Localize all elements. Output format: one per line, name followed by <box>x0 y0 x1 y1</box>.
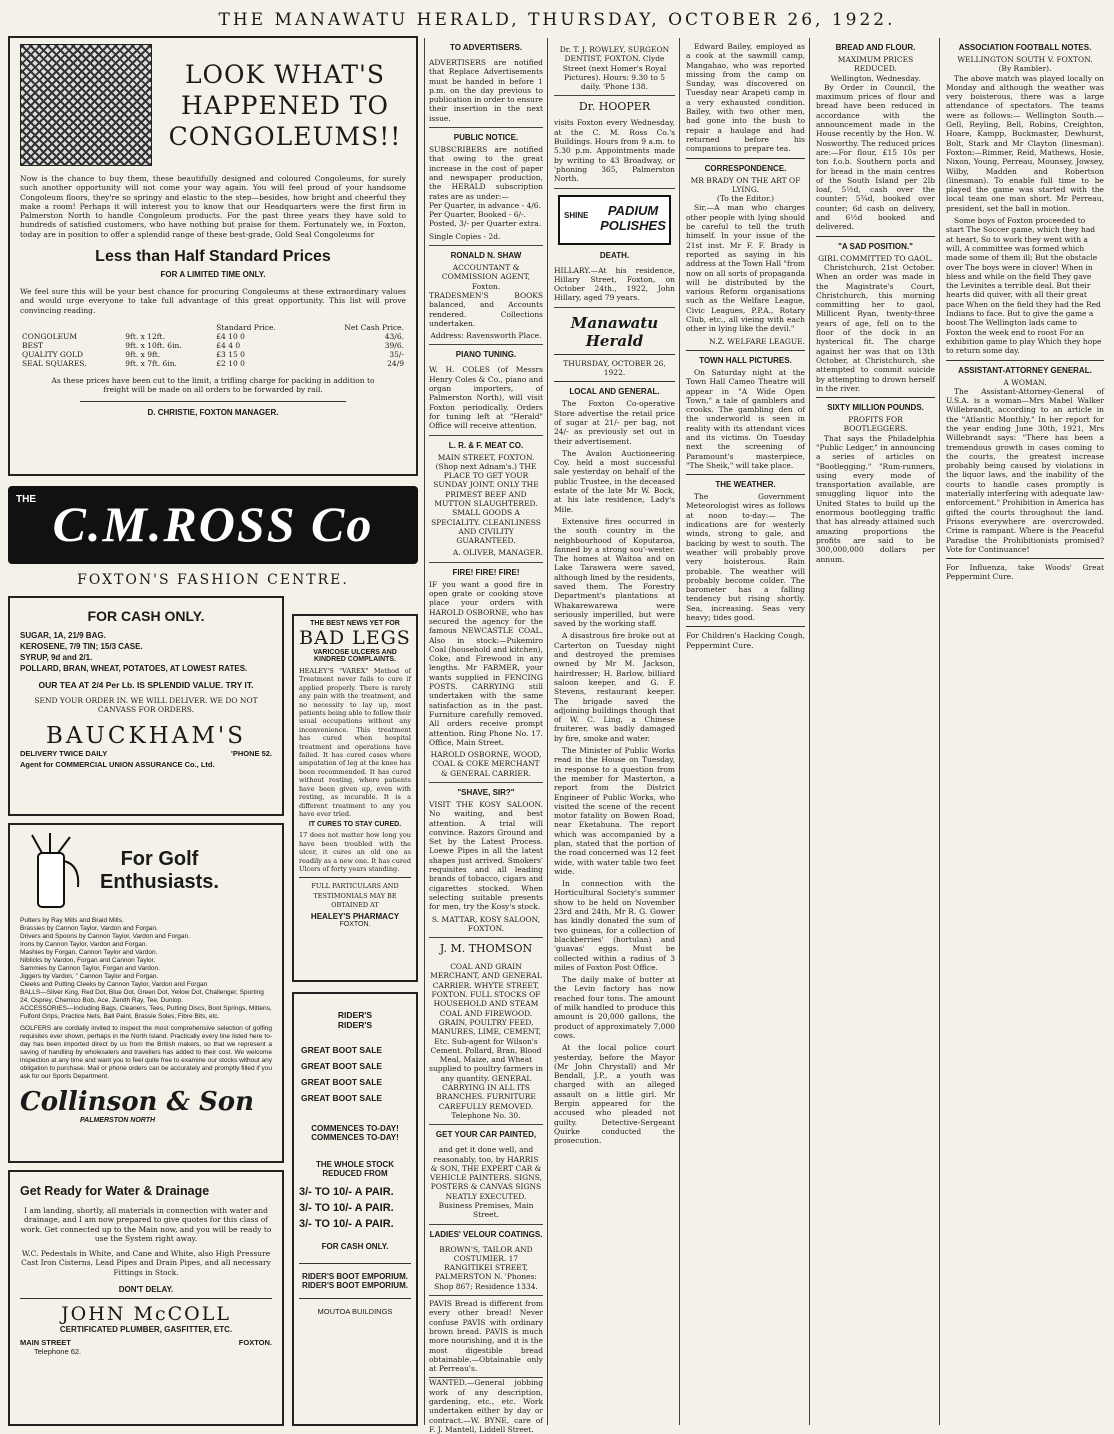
column-4 <box>682 38 810 1425</box>
mccoll-street: MAIN STREET <box>20 1338 71 1348</box>
football-item: The above match was played locally on Monday and although the weather was very boisterous, there was a large attendance of spectators. The teams were as follows:— Wellington South.—Gell, Reyling, Bell, Robins, Creighton, Hoare, Kampp, Buckmaster, Dewhurst, Bolt, Stark and Mr Clayton (linesman). Foxton:—Rimmer, Reid, Mathews, Hosie, Nixon, Young, Perreau, Mounsey, Jowsey, Wilby, Madden and Robertson (linesman). To enable full time to be played the game was started with the local team one man short. Mr Perreau, president, set the ball in motion. <box>946 73 1104 213</box>
legs-shop: HEALEY'S PHARMACY <box>310 912 400 922</box>
paint-heading: GET YOUR CAR PAINTED, <box>435 1130 537 1140</box>
legs-body: HEALEY'S "VAREX" Method of Treatment never fails to cure if applied properly. There is rarely any pain with the treatment, and no necessity to lay up, most patients being able to follow their usual occupations without any inconvenience. This treatment has cured when hospital treatment and operations have failed. It has cured cases where amputation of leg at the knee has been recommended. It has cured without resting, where patients have been given up, even with resting, as incurable. It is a different treatment to any you have ever tried. <box>299 667 411 818</box>
riders-head: RIDER'S <box>337 1010 373 1020</box>
rowley-notice: Dr. T. J. ROWLEY, SURGEON DENTIST, FOXTON. Clyde Street (next Homer's Royal Pictures). Hours: 9.30 to 5 daily. 'Phone 138. <box>554 42 675 96</box>
public-notice: SUBSCRIBERS are notified that owing to the great increase in the cost of paper and newspaper production, the HERALD subscription rates are as under:— <box>429 145 543 201</box>
bauckham-phone: 'PHONE 52. <box>231 748 272 758</box>
riders-sale-line: GREAT BOOT SALE <box>301 1061 383 1071</box>
golf-body: GOLFERS are cordially invited to inspect the most comprehensive selection of golfing requisites ever shown, perhaps in the North Island. Practically every line listed here to-day has been imported direct by us from the British makers, so that we represent a saving of handling by wholesalers and travellers has added to their cost. We welcome inspection at any time and want you to feel quite free to examine our stocks without any obligation to purchase. Mail or phone orders can be accurately and promptly filled if you ask for our Sports Department. <box>20 1025 272 1080</box>
bauckham-tea: OUR TEA AT 2/4 Per Lb. IS SPLENDID VALUE. TRY IT. <box>38 680 254 690</box>
meat-co-name: L. R. & F. MEAT CO. <box>448 440 524 450</box>
attorney-item: The Assistant-Attorney-General of U.S.A. is a woman—Mrs Mabel Walker Willebrandt, according to an article in the "Atlantic Monthly." In her report for the year ending June 30th, 1921, Mrs Willebrandt says: "There has been a tremendous growth in cases coming to the courts, the greatest increase probably being caused by violations in the liquor laws, and the inability of the courts to handle cases promptly is materially interfering with adequate law-enforcement." Prohibition in America has gifted the courts throughout the land. Prisons everywhere are overcrowded. Crime is rampant. Where is the Peaceful Paradise the Prohibitionists promised? Vote for Continuance! <box>946 386 1104 554</box>
shaw-body: TRADESMEN'S BOOKS balanced, and Accounts rendered. Collections undertaken. <box>429 290 543 328</box>
riders-price: 3/- TO 10/- A PAIR. <box>299 1202 394 1214</box>
pavis-notice: PAVIS Bread is different from every other bread! Never confuse PAVIS with ordinary brown bread. PAVIS is much more nourishing, and it is the most digestible bread obtainable.—Obtainable only at Perreau's. <box>429 1296 543 1378</box>
meat-manager: A. OLIVER, MANAGER. <box>429 545 543 562</box>
bauckham-title: FOR CASH ONLY. <box>87 608 205 624</box>
correspondence-letter: Sir,—A man who charges other people with lying should be careful to tell the truth himself. In your issue of the 21st inst. Mr F. F. Brady is reported as saying in his address at the Town Hall "from now on all sorts of propaganda will be distributed by the various Reform organisations such as the Welfare League, Civic Leagues, P.P.A., Rotary Club, etc., all vieing with each other in lying like the devil." <box>686 203 805 334</box>
bauckham-delivery: DELIVERY TWICE DAILY <box>20 748 108 758</box>
town-hall-item: On Saturday night at the Town Hall Cameo Theatre will appear in "A Wide Open Town," a tale of gamblers and crooks. The gambling den of the underworld is seen in reality with its attendant vices and its victims. On Tuesday next the screening of Paramount's masterpiece, "The Sheik," will take place. <box>686 367 805 470</box>
local-item: The Minister of Public Works read in the House on Tuesday, in response to a question from the member for Masterton, a report from the District Engineer of Public Works, who visited the scene of the recent motor fatality on Bowen Road, near Eketahuna. The report which was accompanied by a plan, stated that the portion of the road concerned was 12 feet wide, with water table two feet wide. <box>554 746 675 876</box>
legs-body2: 17 does not matter how long you have been troubled with the ulcer, it cures an old one as readily as a new one. It has cured Ulcers of forty years standing. <box>299 831 411 873</box>
golf-line: Brassies by Cannon Taylor, Vardon and Forgan. <box>20 925 158 932</box>
bauckham-item: KEROSENE, 7/9 TIN; 15/3 CASE. <box>20 642 143 651</box>
bread-sub: MAXIMUM PRICES REDUCED. <box>837 55 914 74</box>
sad-position-sub: GIRL COMMITTED TO GAOL. <box>818 253 933 263</box>
local-item: At the local police court yesterday, before the Mayor (Mr John Chrystall) and Mr Bendall, J.P., a youth was charged with an alleged assault on a little girl. Mr Bergin appeared for the accused who pleaded not guilty. Detective-Sergeant Quirke conducted the prosecution. <box>554 1043 675 1146</box>
local-item: The daily make of butter at the Levin factory has now reached four tons. The amount of milk handled to produce this amount is 20,000 gallons, the product of approximately 7,000 cows. <box>554 975 675 1040</box>
local-item: Extensive fires occurred in the south country in the neighbourhood of Koputaroa, fanned by a strong sou'-wester. The homes at Waitoa and on Lake Tarawera were saved, although lined by the residents, saved them. The Forestry Department's plantations at Whakarewarewa were seriously imperilled, but were saved by the working staff. <box>554 516 676 629</box>
bauckham-agent: Agent for COMMERCIAL UNION ASSURANCE Co., Ltd. <box>20 759 215 769</box>
mattar-signature: S. MATTAR, KOSY SALOON, FOXTON. <box>429 912 543 939</box>
table-row: CONGOLEUM 9ft. x 12ft. £4 10 0 43/6. <box>22 331 404 341</box>
column-6 <box>942 38 1108 1425</box>
bread-heading: BREAD AND FLOUR. <box>835 43 916 52</box>
congoleum-body: We feel sure this will be your best chance for procuring Congoleums at these extraordinary values and would urge everyone to take full advantage of this great opportunity. This list will prove convincing reading. <box>20 287 406 315</box>
rate-line: Single Copies - 2d. <box>429 229 543 246</box>
local-heading: LOCAL AND GENERAL. <box>569 387 660 397</box>
local-item: The Foxton Co-operative Store advertise the retail price of sugar at 21/- per bag, not 24/- as previously set out in their advertisement. <box>554 399 675 446</box>
thomson-notice: COAL AND GRAIN MERCHANT, AND GENERAL CARRIER. WHYTE STREET, FOXTON. FULL STOCKS OF HOUSEHOLD AND STEAM COAL AND FIREWOOD. GRAIN, POULTRY FEED, MANURES, LIME, CEMENT, Etc. Sub-agent for Wilson's Cement. Pollard, Bran, Blood Meal, Maize, and Wheat supplied to poultry farmers in any quantity. GENERAL CARRYING IN ALL ITS BRANCHES. FURNITURE CAREFULLY REMOVED. Telephone No. 30. <box>429 959 543 1125</box>
ross-logo: C.M.ROSS Co <box>52 496 374 552</box>
column-5 <box>812 38 940 1425</box>
mccoll-body: I am landing, shortly, all materials in connection with water and drainage, and I am now prepared to give quotes for this class of work. Get connected up to the Main now, and you will be ready to use the System right away. <box>20 1206 272 1243</box>
football-sub: WELLINGTON SOUTH V. FOXTON. <box>957 55 1093 64</box>
rate-line: Per Quarter, Booked - 6/-. <box>429 210 526 220</box>
bauckham-ad <box>8 596 284 816</box>
table-row: SEAL SQUARES. 9ft. x 7ft. 6in. £2 10 0 24/9 <box>22 358 404 368</box>
golf-title-line2: Enthusiasts. <box>100 871 219 893</box>
column-3 <box>550 38 680 1425</box>
herald-nameplate: Manawatu Herald <box>570 313 659 350</box>
bauckham-item: SYRUP, 9d and 2/1. <box>20 653 93 662</box>
herald-date: THURSDAY, OCTOBER 26, 1922. <box>563 358 666 378</box>
death-heading: DEATH. <box>599 250 630 260</box>
padium-ad <box>558 195 671 245</box>
shave-heading: "SHAVE, SIR?" <box>457 788 515 797</box>
legs-sub: VARICOSE ULCERS AND KINDRED COMPLAINTS. <box>313 649 397 663</box>
riders-cash: FOR CASH ONLY. <box>321 1242 389 1251</box>
golf-line: Mashies by Forgan, Cannon Taylor and Vardon. <box>20 949 158 956</box>
riders-head: RIDER'S <box>337 1020 373 1030</box>
golf-line: BALLS—Silver King, Red Dot, Blue Dot, Green Dot, Yellow Dot, Challenger, Sporting 24, Osprey, Chemico Bob, Ace, Zenith Ray, Tee, Dunlop. <box>20 989 264 1004</box>
correspondence-signature: N.Z. WELFARE LEAGUE. <box>709 336 805 346</box>
mccoll-trade: CERTIFICATED PLUMBER, GASFITTER, ETC. <box>59 1325 233 1335</box>
football-byline: (By Rambler). <box>998 64 1052 74</box>
sad-position-item: Christchurch, 21st October. When an order was made in the Magistrate's Court, Christchurch, this morning committing her to gaol, Millicent Ryan, twenty-three years of age, fell on to the floor of the dock in an hysterical fit. The charge against her was that on 13th October, at Christchurch, she attempted to commit suicide by attempting to drown herself in the river. <box>816 262 935 393</box>
local-item: The Avalon Auctioneering Coy. held a most successful sale yesterday on behalf of the public Trustee, in the deceased estate of the late Mr W. Bock, at his late residence, Lady's Mile. <box>554 448 675 514</box>
meat-address: MAIN STREET, FOXTON. <box>437 452 535 462</box>
shave-notice: VISIT THE KOSY SALOON. No waiting, and best attention. A trial will convince. Razors Ground and Set by the Latest Process. Loewe Pipes in all the latest shapes just arrived. Smokers' requisites and all leading brands of tobacco, cigars and cigarettes stocked. When selecting suitable presents for men, try the Kosy's stock. <box>429 800 543 912</box>
weather-item: The Government Meteorologist wires as follows at noon to-day:— The indications are for westerly winds, strong to gale, and backing by west to south. The weather will probably prove very boisterous. Rain probable. The weather will probably become colder. The barometer has a falling tendency but rising shortly. Sea, increasing. Seas very heavy; tides good. <box>686 492 805 623</box>
rate-line: Per Quarter, in advance - 4/6. <box>429 200 541 210</box>
attorney-heading: ASSISTANT-ATTORNEY GENERAL. <box>958 365 1092 375</box>
fire-heading: FIRE! FIRE! FIRE! <box>452 567 520 577</box>
golf-line: Irons by Cannon Taylor, Vardon and Forgan. <box>20 941 148 948</box>
advertisers-notice: ADVERTISERS are notified that Replace Advertisements must be handed in before 1 p.m. on the day previous to publication in order to ensure their insertion in the next issue. <box>429 55 543 128</box>
attorney-sub: A WOMAN. <box>1003 377 1047 387</box>
mccoll-title: Get Ready for Water & Drainage <box>20 1184 210 1198</box>
padium-logo: PADIUM POLISHES <box>600 202 666 233</box>
ads-column <box>8 36 418 1426</box>
weather-heading: THE WEATHER. <box>715 480 776 490</box>
million-heading: SIXTY MILLION POUNDS. <box>827 403 924 413</box>
bauckham-item: SUGAR, 1A, 21/9 BAG. <box>20 631 106 640</box>
correspondence-sub: MR BRADY ON THE ART OF LYING. <box>690 175 801 194</box>
meat-body: (Shop next Adnam's.) THE PLACE TO GET YOUR SUNDAY JOINT. ONLY THE PRIMEST BEEF AND MUTTON SLAUGHTERED. SMALL GOODS A SPECIALITY. CLEANLINESS AND CIVILITY GUARANTEED. <box>431 461 541 546</box>
riders-ad <box>292 992 418 1426</box>
mccoll-ad <box>8 1170 284 1426</box>
shaw-address: Address: Ravensworth Place. <box>429 328 543 345</box>
public-notice-heading: PUBLIC NOTICE. <box>453 133 519 143</box>
osborne-signature: HAROLD OSBORNE, WOOD, COAL & COKE MERCHANT & GENERAL CARRIER. <box>429 747 543 783</box>
golf-bag-icon <box>20 831 90 911</box>
influenza-notice: For Influenza, take Woods' Great Peppermint Cure. <box>946 563 1104 582</box>
local-item: In connection with the Horticultural Society's summer show to be held on November 23rd and 24th, Mr R. G. Gower has kindly donated the sum of two guineas, for a collection of blackberries' (hortulan) and 'guavas' eggs. Must be collected within a radius of 3 miles of Foxton Post Office. <box>554 879 675 972</box>
bread-place: Wellington, Wednesday. <box>830 73 921 83</box>
legs-town: FOXTON. <box>339 921 371 929</box>
fire-notice: IF you want a good fire in open grate or cooking stove place your orders with HAROLD OSBORNE, who has secured the agency for the famous NEWCASTLE COAL. Also in stock:—Pukemiro Coal (household and kitchen), Coke, and Firewood in any lengths. Mr FARMER, your wants supplied in FENCING POSTS. CARRYING still undertaken with the same satisfaction as in the past. Furniture carefully removed. All orders receive prompt attention. Ring Phone No. 17. Office, Main Street. <box>429 579 543 747</box>
mccoll-town: FOXTON. <box>238 1338 272 1348</box>
mccoll-body2: W.C. Pedestals in White, and Cane and White, also High Pressure Cast Iron Cisterns, Lead Pipes and Drain Pipes, and all necessary Fittings in Stock. <box>21 1249 271 1277</box>
congoleum-offer: Less than Half Standard Prices <box>95 248 331 266</box>
football-heading: ASSOCIATION FOOTBALL NOTES. <box>958 43 1092 52</box>
riders-sale-line: GREAT BOOT SALE <box>301 1077 383 1087</box>
col-standard: Standard Price. <box>216 322 276 332</box>
golf-place: PALMERSTON NORTH <box>80 1117 156 1124</box>
golf-line: ACCESSORIES—Including Bags, Cleaners, Tees, Putting Discs, Boot Springs, Mittens, Fulford Grips, Practice Nets, Ball Paint, Brassie Soles, Fibre Bits, etc. <box>20 1005 272 1020</box>
bread-item: By Order in Council, the maximum prices of flour and bread have been reduced in accordance with the announcement made in the House recently by the Hon. W. Nosworthy. The reduced prices are:—For flour, £15 10s per ton f.o.b. Southern ports and for bread in the main centres of the South Island per 2lb loaf, 5½d, cash over the counter; 5¾d, booked over counter; 6d cash on delivery, and 6½d booked and delivered. <box>816 82 935 232</box>
congoleum-price-table <box>20 323 406 368</box>
velour-heading: LADIES' VELOUR COATINGS. <box>429 1229 543 1239</box>
paint-notice: and get it done well, and reasonably, too, by HARRIS & SON, THE EXPERT CAR & VEHICLE PAINTERS. SIGNS, POSTERS & CANVAS SIGNS NEATLY EXECUTED. Business Premises, Main Street. <box>429 1142 543 1224</box>
bailey-item: Edward Bailey, employed as a cook at the sawmill camp, Mangahao, who was reported missing from the camp on Sunday, was discovered on Tuesday near Arapeti camp in a very exhausted condition. Bailey, with two other men, had gone into the bush to repair a haulage and had returned before his companions to prepare tea. <box>686 42 805 154</box>
death-notice: HILLARY.—At his residence, Hillary Street, Foxton, on October 24th., 1922, John Hillary, aged 79 years. <box>554 263 675 308</box>
riders-building: MOUTOA BUILDINGS <box>317 1307 393 1316</box>
million-sub: PROFITS FOR BOOTLEGGERS. <box>843 415 908 434</box>
mccoll-phone: Telephone 62. <box>34 1347 82 1357</box>
congoleum-pattern-image <box>20 44 152 166</box>
town-hall-heading: TOWN HALL PICTURES. <box>699 355 792 365</box>
golf-line: Sammies by Cannon Taylor, Forgan and Vardon. <box>20 965 160 972</box>
legs-title: BAD LEGS <box>299 627 411 649</box>
congoleum-headline: LOOK WHAT'S HAPPENED TO CONGOLEUMS!! <box>168 59 402 151</box>
piano-notice: W. H. COLES (of Messrs Henry Coles & Co., piano and organ importers, of Palmerston North), will visit Foxton periodically. Orders for tuning left at "Herald" Office will receive attention. <box>429 362 543 435</box>
col-net: Net Cash Price. <box>344 322 404 332</box>
riders-commence: COMMENCES TO-DAY! COMMENCES TO-DAY! <box>311 1124 399 1142</box>
ross-the: THE <box>16 494 36 505</box>
congoleum-signature: D. CHRISTIE, FOXTON MANAGER. <box>147 407 279 417</box>
correspondence-to: (To the Editor.) <box>716 194 775 204</box>
golf-line: Putters by Ray Mills and Braid Mills. <box>20 917 124 924</box>
bauckham-name: BAUCKHAM'S <box>46 722 246 749</box>
column-2 <box>424 38 548 1434</box>
ross-banner <box>8 486 418 564</box>
correspondence-heading: CORRESPONDENCE. <box>704 163 787 173</box>
football-poem: Some boys of Foxton proceeded to start The Soccer game, which they had at heart, So to work they went with a will, A committee was formed which made some of them ill; But the obstacle over The boys were in clover! When in bless and while on the field They gave the Levinites a terrible deal. But their hearts did quiver, with all their great pace When on the field they had the Red Indians to face. But to give the game a boost The Wellington lads came to Foxton the week end to roost For an exhibition game to play Which they hope to return some day. <box>946 216 1102 356</box>
legs-full: FULL PARTICULARS AND TESTIMONIALS MAY BE OBTAINED AT <box>311 882 399 909</box>
hooper-heading: Dr. HOOPER <box>578 100 651 114</box>
riders-price: 3/- TO 10/- A PAIR. <box>299 1186 394 1198</box>
table-row: BEST 9ft. x 10ft. 6in. £4 4 0 39/6. <box>22 340 404 350</box>
golf-line: Cleeks and Putting Cleeks by Cannon Taylor, Vardon and Forgan <box>20 981 208 988</box>
legs-stays: IT CURES TO STAY CURED. <box>308 821 402 829</box>
brown-notice: BROWN'S, TAILOR AND COSTUMIER. 17 RANGITIKEI STREET, PALMERSTON N. 'Phones: Shop 867; Residence 1334. <box>429 1242 543 1296</box>
golf-line: Jiggers by Vardon, " Cannon Taylor and Forgan. <box>20 973 159 980</box>
bauckham-item: POLLARD, BRAN, WHEAT, POTATOES, AT LOWEST RATES. <box>20 664 248 673</box>
legs-lead: THE BEST NEWS YET FOR <box>310 620 400 627</box>
congoleum-footnote: As these prices have been cut to the limit, a trifling charge for packing in addition to freight will be made on all orders to be forwarded by rail. <box>51 375 375 395</box>
golf-line: Drivers and Spoons by Cannon Taylor, Vardon and Forgan. <box>20 933 190 940</box>
congoleum-ad <box>8 36 418 476</box>
hooper-notice: visits Foxton every Wednesday, at the C. M. Ross Co.'s Buildings. Hours from 9 a.m. to 5.30 p.m. Appointments made by writing to 43 Broadway, or 'phoning 365, Palmerston North. <box>554 115 675 188</box>
bad-legs-ad <box>292 614 418 982</box>
riders-emporium: RIDER'S BOOT EMPORIUM. RIDER'S BOOT EMPORIUM. <box>302 1272 408 1290</box>
golf-firm: Collinson & Son <box>20 1087 255 1117</box>
congoleum-intro: Now is the chance to buy them, these beautifully designed and coloured Congoleums, for surely such another opportunity will not come your way again. You will feel proud of your handsome Congoleum floors, they're so springy and elastic to the step—besides, how bright and cheerful they make a room! Perhaps it will interest you to know that our Headquarters were the first firm in Palmerston North to handle Congoleum products. For the past three years they have sold to hundreds of satisfied customers, who have nothing but praise for them. Fortunately we, in Foxton, today are in position to offer a splendid range of these best-grade, Gold Seal Congoleums for <box>20 174 406 239</box>
thomson-name: J. M. THOMSON <box>439 942 533 956</box>
million-item: That says the Philadelphia "Public Ledger," in announcing a series of articles on "Bootlegging." "Rum-runners, using every mode of transportation available, are smuggling liquor into the United States to build up the enormous bootlegging traffic that has already attained such amazing proportions the profits are said to be 300,000,000 dollars per annum. <box>816 433 935 564</box>
wanted-notice: WANTED.—General jobbing work of any description, gardening, etc., etc. Work undertaken either by day or contract.—W. BYNE, care of F. J. Mantell, Liddell Street. <box>429 1378 543 1434</box>
riders-price: 3/- TO 10/- A PAIR. <box>299 1218 394 1230</box>
mccoll-delay: DON'T DELAY. <box>118 1285 174 1295</box>
ross-tagline: FOXTON'S FASHION CENTRE. <box>77 572 349 588</box>
sad-position-heading: "A SAD POSITION." <box>838 241 913 251</box>
local-item: A disastrous fire broke out at Carterton on Tuesday night and destroyed the premises owned by Mr M. Jackson, hairdresser; H. Barlow, billiard saloon keeper, and G. F. Stevens, restaurant keeper. The brigade saved the adjoining buildings though that of W. C. Ling, a Chinese fruiterer, was badly damaged by fire, smoke and water. <box>554 631 675 743</box>
shaw-title: ACCOUNTANT & COMMISSION AGENT, Foxton. <box>441 263 531 291</box>
mccoll-name: JOHN McCOLL <box>61 1303 231 1326</box>
riders-stock: THE WHOLE STOCK REDUCED FROM <box>315 1160 395 1178</box>
padium-shine: SHINE <box>564 210 589 220</box>
rate-line: Posted, 3/- per Quarter extra. <box>429 219 542 229</box>
shaw-name: RONALD N. SHAW <box>450 251 522 261</box>
congoleum-limited: FOR A LIMITED TIME ONLY. <box>160 270 266 280</box>
table-row: QUALITY GOLD 9ft. x 9ft. £3 15 0 35/- <box>22 349 404 359</box>
hacking-notice: For Children's Hacking Cough, Peppermint Cure. <box>686 631 805 650</box>
masthead: THE MANAWATU HERALD, THURSDAY, OCTOBER 26, 1922. <box>218 10 896 30</box>
golf-line: Niblicks by Vardon, Forgan and Cannon Taylor. <box>20 957 156 964</box>
advertisers-heading: TO ADVERTISERS. <box>449 43 522 52</box>
riders-sale-line: GREAT BOOT SALE <box>301 1045 383 1055</box>
riders-sale-line: GREAT BOOT SALE <box>301 1093 383 1103</box>
bauckham-note: SEND YOUR ORDER IN. WE WILL DELIVER. WE DO NOT CANVASS FOR ORDERS. <box>34 696 258 715</box>
piano-heading: PIANO TUNING. <box>455 350 517 360</box>
golf-ad <box>8 823 284 1163</box>
golf-title-line1: For Golf <box>120 848 199 870</box>
